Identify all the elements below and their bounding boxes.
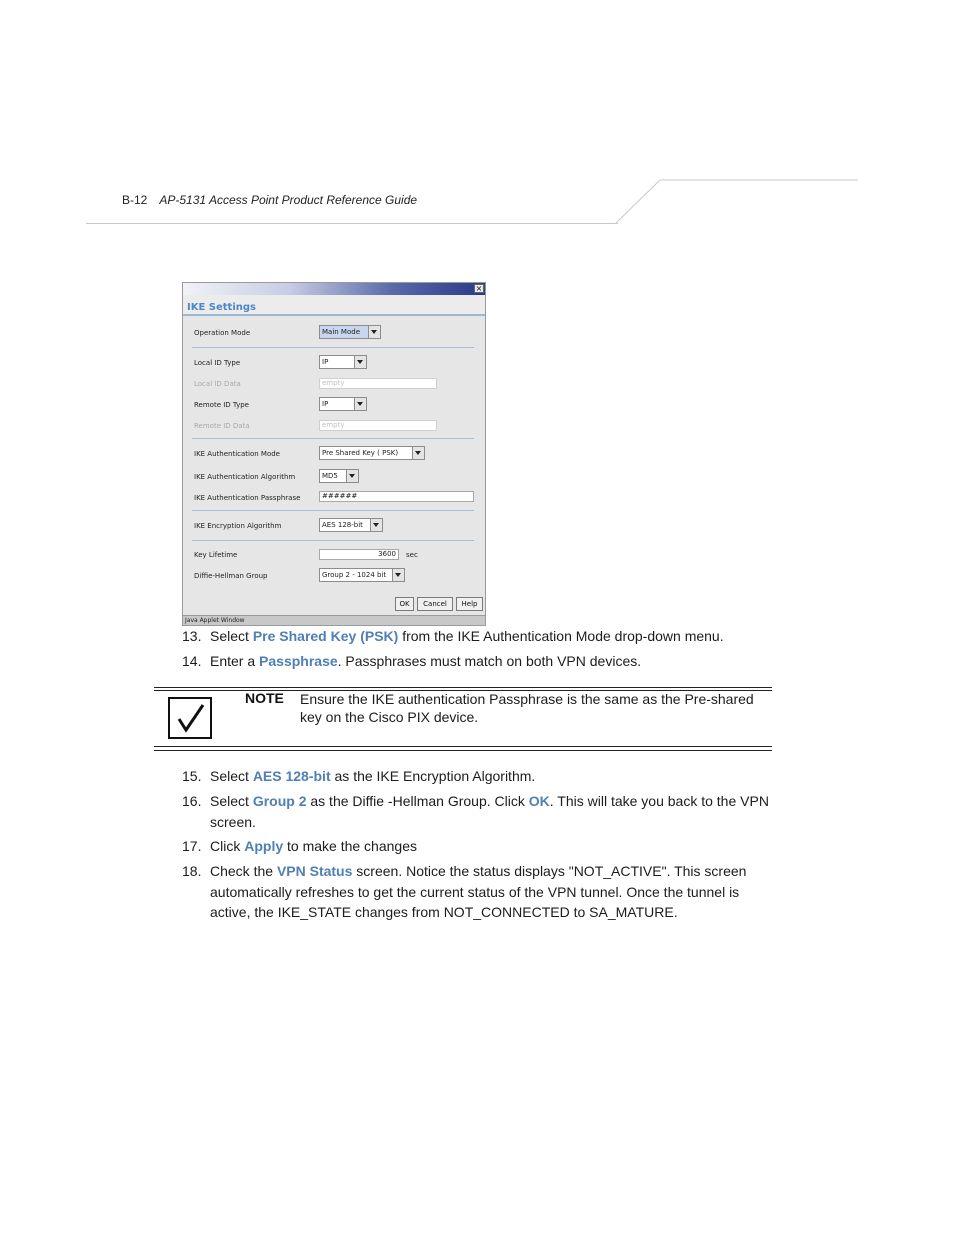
auth-mode-select[interactable] [319,446,425,460]
highlight-term: Passphrase [259,653,338,669]
step-text: Select [210,793,253,809]
dh-group-value: Group 2 - 1024 bit [319,568,393,582]
step-text: from the IKE Authentication Mode drop-down menu. [398,628,724,644]
dh-group-label: Diffie-Hellman Group [194,572,268,580]
local-id-type-value: IP [319,355,355,369]
chevron-down-icon [347,469,359,483]
auth-mode-label: IKE Authentication Mode [194,450,280,458]
step-17 [182,836,772,857]
highlight-term: AES 128-bit [252,768,331,784]
chevron-down-icon [355,355,367,369]
step-text: screen. Notice the status displays "NOT_ACTIVE". This screen automatically refreshes to get the current status of the VPN tunnel. Once the tunnel is active, the IKE_STATE changes from NOT_CONNECTED to SA_MATURE. [210,863,747,920]
auth-passphrase-label: IKE Authentication Passphrase [194,494,301,502]
step-number: 17. [182,838,202,854]
operation-mode-value: Main Mode [319,325,369,339]
auth-mode-value: Pre Shared Key ( PSK) [319,446,413,460]
encryption-algorithm-label: IKE Encryption Algorithm [194,522,282,530]
section-divider [192,510,474,511]
checkmark-icon [170,699,210,737]
chevron-down-icon [355,397,367,411]
local-id-data-input[interactable]: empty [319,378,437,389]
key-lifetime-input[interactable]: 3600 [319,549,399,560]
guide-title: AP-5131 Access Point Product Reference Guide [159,193,418,207]
operation-mode-select[interactable] [319,325,381,339]
step-text: as the IKE Encryption Algorithm. [330,768,536,784]
panel-title: IKE Settings [187,302,256,313]
auth-passphrase-input[interactable]: ###### [319,491,474,502]
section-divider [192,540,474,541]
header-tab-shape [610,175,860,227]
window-titlebar [183,283,485,295]
ike-settings-window [182,282,486,626]
step-18 [182,861,772,923]
encryption-algorithm-select[interactable] [319,518,383,532]
highlight-term: Group 2 [252,793,307,809]
chevron-down-icon [393,568,405,582]
operation-mode-label: Operation Mode [194,329,251,337]
step-14 [182,651,772,672]
header-rule [86,223,618,224]
step-text: Select [210,628,253,644]
panel-header [183,295,485,316]
applet-status-bar: Java Applet Window [183,615,485,625]
remote-id-type-label: Remote ID Type [194,401,249,409]
running-header [122,193,417,207]
highlight-term: Apply [244,838,284,854]
highlight-term: VPN Status [276,863,353,879]
remote-id-data-input[interactable]: empty [319,420,437,431]
note-bottom-rule [154,750,772,751]
step-text: . This will take you back to the VPN screen. [210,793,769,830]
encryption-algorithm-value: AES 128-bit [319,518,371,532]
chevron-down-icon [371,518,383,532]
dh-group-select[interactable] [319,568,405,582]
step-15 [182,766,772,787]
step-number: 15. [182,768,202,784]
auth-algorithm-select[interactable] [319,469,359,483]
note-box [168,697,212,739]
step-13 [182,626,772,647]
step-text: Click [210,838,245,854]
step-text: . Passphrases must match on both VPN devices. [337,653,642,669]
highlight-term: Pre Shared Key (PSK) [252,628,399,644]
chevron-down-icon [413,446,425,460]
step-number: 13. [182,628,202,644]
remote-id-type-select[interactable] [319,397,367,411]
step-number: 16. [182,793,202,809]
auth-algorithm-value: MD5 [319,469,347,483]
key-lifetime-label: Key Lifetime [194,551,238,559]
ok-button[interactable]: OK [395,597,414,611]
step-text: as the Diffie -Hellman Group. Click [306,793,529,809]
local-id-type-select[interactable] [319,355,367,369]
section-divider [192,438,474,439]
section-divider [192,347,474,348]
local-id-type-label: Local ID Type [194,359,241,367]
note-label: NOTE [245,690,284,706]
remote-id-type-value: IP [319,397,355,411]
note-text: Ensure the IKE authentication Passphrase is the same as the Pre-shared key on the Cisco PIX device. [300,691,754,725]
remote-id-data-label: Remote ID Data [194,422,250,430]
step-text: Select [210,768,253,784]
key-lifetime-unit: sec [406,551,418,559]
help-button[interactable]: Help [456,597,483,611]
page-number: B-12 [122,193,148,207]
note-bottom-rule [154,746,772,747]
note-top-rule [154,687,772,688]
auth-algorithm-label: IKE Authentication Algorithm [194,473,296,481]
step-16 [182,791,772,832]
chevron-down-icon [369,325,381,339]
highlight-term: OK [528,793,550,809]
cancel-button[interactable]: Cancel [417,597,453,611]
step-number: 14. [182,653,202,669]
step-text: Check the [210,863,277,879]
step-text: to make the changes [283,838,417,854]
local-id-data-label: Local ID Data [194,380,241,388]
step-text: Enter a [210,653,260,669]
step-number: 18. [182,863,202,879]
close-icon[interactable]: × [475,284,483,293]
